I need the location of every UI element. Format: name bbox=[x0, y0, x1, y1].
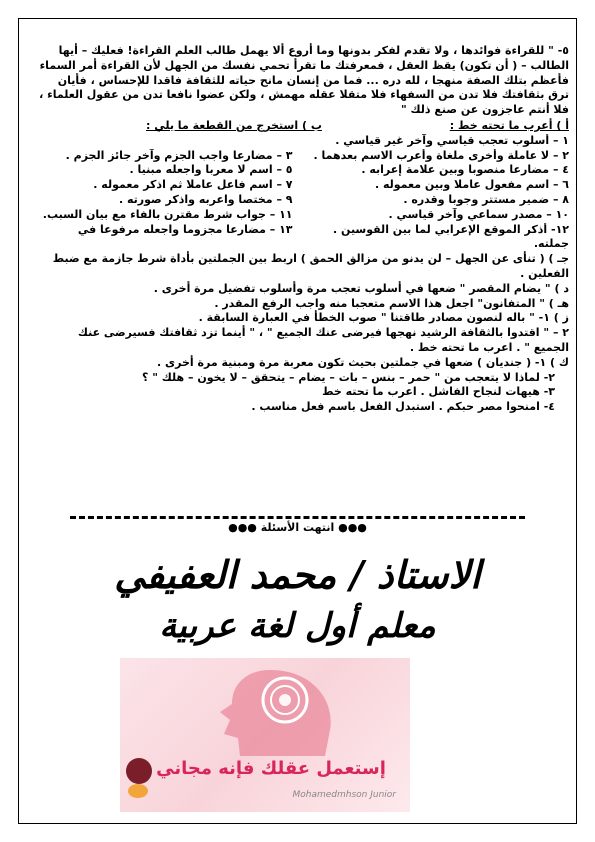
text-line: د ) " يضام المقصر " ضعها في أسلوب تعجب مرة وأسلوب تفضيل مرة أخرى . bbox=[153, 281, 569, 295]
badge-icon bbox=[128, 784, 148, 798]
text-line: جـ ) ( تنأى عن الجهل – لن يدنو من مزالق الحمق ) اربط بين الجملتين بأداة شرط جازمة مع ضبط bbox=[52, 252, 569, 266]
banner-credit: Mohamedmhson Junior bbox=[292, 790, 396, 800]
text-line: الجميع " . اعرب ما تحته خط . bbox=[409, 340, 569, 354]
item-4: ٤ – مضارعا منصوبا وبين علامة إعرابه . bbox=[361, 163, 569, 177]
exam-content bbox=[26, 44, 569, 415]
text-line: ٣- هيهات لنجاح الفاشل . اعرب ما تحته خط bbox=[322, 385, 555, 399]
intro-line-1: ٥- " للقراءة فوائدها ، ولا تقدم لفكر بدونها وما أروع ألا يهمل طالب العلم القراءة! فعليك – أيها bbox=[58, 44, 569, 57]
item-1: ١ – أسلوب تعجب قياسي وآخر غير قياسي . bbox=[335, 133, 569, 147]
text-line: ٢- لماذا لا يتعجب من " حمر – بنس – بات – يضام – يتحقق – لا يخون – هلك " ؟ bbox=[142, 370, 555, 384]
item-6: ٦ – اسم مفعول عاملا وبين معموله . bbox=[374, 178, 569, 192]
section-a-title: أ ) أعرب ما تحته خط : bbox=[449, 118, 569, 132]
head-gear-icon bbox=[120, 658, 410, 758]
item-8: ٨ – ضمير مستتر وجوبا وقدره . bbox=[403, 192, 569, 206]
item-10: ١٠ – مصدر سماعي وآخر قياسي . bbox=[388, 207, 569, 221]
divider bbox=[70, 516, 525, 519]
intro-line-2: الطالب – ( أن تكون) يقظ العقل ، فمعرفتك ما تقرأ تحمي نفسك من الجهل لأن القراءة أمر السماء bbox=[39, 58, 569, 72]
text-line: ٢ – " اقتدوا بالثقافة الرشيد نهجها فيرضى عنك الجميع " ، " أينما تزد ثقافتك فسيرضى عنك bbox=[77, 326, 569, 340]
section-titles bbox=[26, 119, 569, 134]
text-line: هـ ) " المتفانون" اجعل هذا الاسم متعجبا منه واجب الرفع المقدر . bbox=[214, 296, 569, 310]
item-3: ٣ – مضارعا واجب الجزم وآخر جائز الجزم . bbox=[65, 148, 293, 162]
signature-title: معلم أول لغة عربية bbox=[159, 606, 436, 646]
text-line: ز ) ١- " باله لنصون مصادر طاقتنا " صوب الخطأ في العبارة السابقة . bbox=[198, 311, 569, 325]
end-of-questions: ●●● انتهت الأسئلة ●●● bbox=[228, 521, 367, 534]
item-2: ٢ – لا عاملة وأخرى ملغاة وأعرب الاسم بعدهما . bbox=[313, 148, 569, 162]
item-5: ٥ – اسم لا معربا واجعله مبنيا . bbox=[129, 163, 293, 177]
item-12: ١٢- أذكر الموقع الإعرابي لما بين القوسين . bbox=[333, 222, 569, 236]
item-9: ٩ – مختصا واعربه واذكر صورته . bbox=[119, 192, 293, 206]
item-13: ١٣ – مضارعا مجزوما واجعله مرفوعا في bbox=[77, 222, 293, 236]
text-line: الفعلين . bbox=[520, 266, 569, 280]
item-7: ٧ – اسم فاعل عاملا ثم اذكر معموله . bbox=[93, 178, 293, 192]
banner-slogan: إستعمل عقلك فإنه مجاني bbox=[156, 758, 386, 779]
text-line: ك ) ١- ( جنديان ) ضعها في جملتين بحيث تكون معربة مرة ومبنية مرة أخرى . bbox=[157, 355, 569, 369]
intro-line-5: فلا أنتم عاجزون عن صنع ذلك " bbox=[401, 103, 569, 117]
item-blank bbox=[26, 134, 293, 149]
text-line: ٤- امنحوا مصر حبكم . استبدل الفعل باسم فعل مناسب . bbox=[251, 400, 555, 414]
item-11: ١١ – جواب شرط مقترن بالفاء مع بيان السبب. bbox=[42, 207, 293, 221]
promo-banner bbox=[120, 658, 410, 812]
signature-name: الاستاذ / محمد العفيفي bbox=[114, 552, 481, 597]
intro-line-4: ترق بثقافتك فلا تدن من السفهاء فلا متقلا عقله مهمش ، ولكن عضوا نافعا تدن من عقول العلماء ، bbox=[39, 88, 569, 102]
items-grid bbox=[26, 134, 569, 238]
intro-line-3: فأعظم بتلك الصفة منهجا ، لله دره ... فما من إنسان مانح حياته للثقافة فاقدا للإحساس ، فأيان bbox=[57, 73, 569, 87]
text-line: جملته. bbox=[533, 237, 569, 251]
section-b-title: ب ) استخرج من القطعة ما يلي : bbox=[146, 118, 322, 132]
